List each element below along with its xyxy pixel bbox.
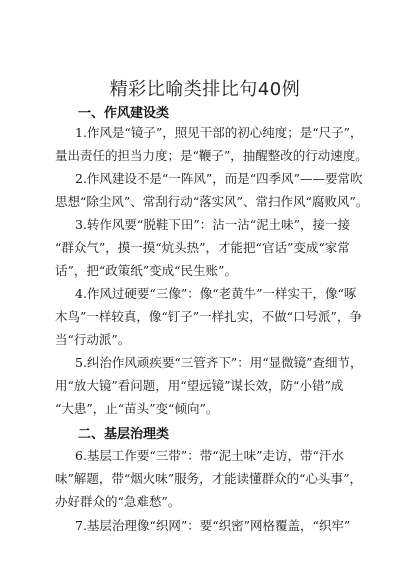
paragraph-line: 思想“除尘风”、常刮行动“落实风”、常扫作风“腐败风”。 — [55, 194, 369, 209]
section-heading-grassroots: 二、基层治理类 — [78, 427, 170, 442]
paragraph-line: 木鸟”一样较真，像“钉子”一样扎实，不做“口号派”，争 — [55, 309, 362, 324]
document-title: 精彩比喻类排比句40例 — [109, 79, 301, 100]
paragraph-line: 量出责任的担当力度；是“鞭子”，抽醒整改的行动速度。 — [55, 148, 368, 163]
paragraph-line: “群众气”，摸一摸“炕头热”，才能把“官话”变成“家常 — [55, 240, 350, 255]
paragraph-line: 味”解题，带“烟火味”服务，才能读懂群众的“心头事”， — [55, 471, 362, 486]
paragraph-line: 6.基层工作要“三带”：带“泥土味”走访，带“汗水 — [75, 448, 344, 463]
paragraph-line: “大患”，止“苗头”变“倾向”。 — [55, 401, 219, 416]
paragraph-line: 话”，把“政策纸”变成“民生账”。 — [55, 263, 237, 278]
paragraph-line: 5.纠治作风顽疾要“三管齐下”：用“显微镜”查细节， — [75, 355, 363, 370]
paragraph-line: 办好群众的“急难愁”。 — [55, 494, 181, 509]
paragraph-line: 4.作风过硬要“三像”：像“老黄牛”一样实干，像“啄 — [75, 286, 357, 301]
paragraph-line: 用“放大镜”看问题，用“望远镜”谋长效，防“小错”成 — [55, 378, 344, 393]
paragraph-line: 1.作风是“镜子”，照见干部的初心纯度；是“尺子”， — [75, 125, 363, 140]
paragraph-line: 2.作风建设不是“一阵风”，而是“四季风”——要常吹 — [75, 171, 363, 186]
paragraph-line: 3.转作风要“脱鞋下田”：沾一沾“泥土味”，接一接 — [75, 217, 350, 232]
paragraph-line: 7.基层治理像“织网”：要“织密”网格覆盖，“织牢” — [75, 518, 351, 533]
section-heading-work-style: 一、作风建设类 — [78, 106, 170, 121]
paragraph-line: 当“行动派”。 — [55, 332, 131, 347]
